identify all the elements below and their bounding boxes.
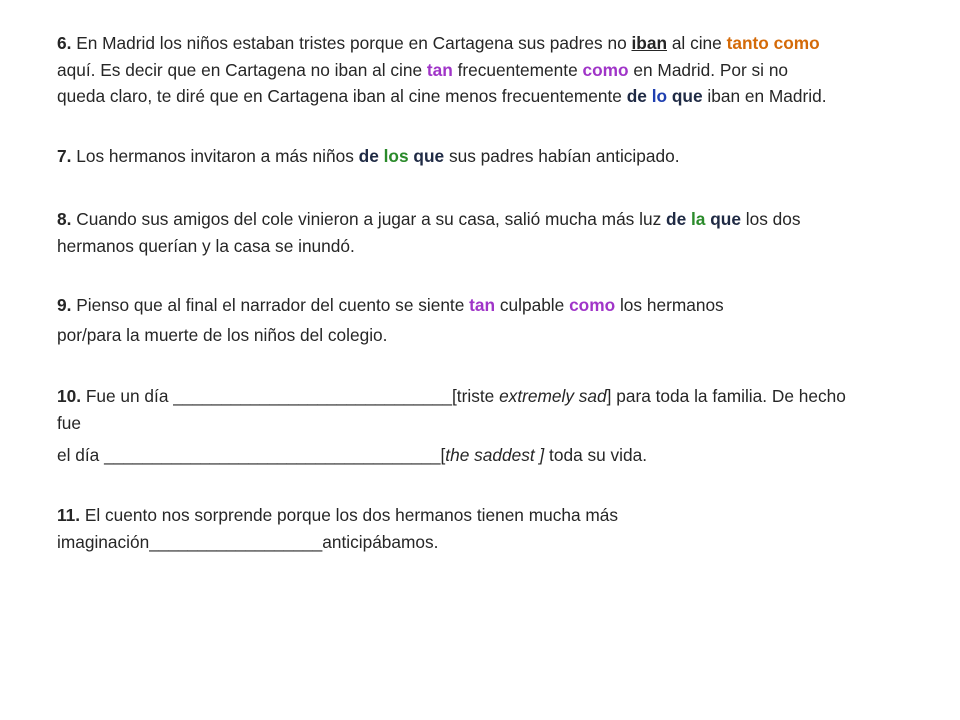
- question-8-line-1: [57, 206, 801, 233]
- text-segment: Cuando sus amigos del cole vinieron a jugar a su casa, salió mucha más luz: [71, 209, 667, 229]
- text-segment: los dos: [740, 209, 801, 229]
- keyword-tan: tan: [426, 59, 453, 80]
- text-segment: en Madrid. Por si no: [628, 59, 789, 80]
- question-number: 10.: [57, 386, 82, 406]
- question-number: 6.: [57, 33, 72, 53]
- question-6-line-2: [57, 57, 827, 84]
- question-6-line-3: [57, 83, 827, 110]
- question-9-line-1: [57, 292, 724, 319]
- question-10-line-3: [57, 442, 647, 469]
- text-segment: Fue un día: [81, 386, 174, 406]
- question-8: [57, 206, 801, 259]
- text-segment: el día: [57, 445, 105, 465]
- question-number: 7.: [57, 146, 72, 166]
- keyword-la: la: [691, 209, 706, 229]
- text-segment: El cuento nos sorprende porque los dos hermanos tienen mucha más: [80, 505, 619, 525]
- text-segment: imaginación: [57, 531, 150, 552]
- text-segment: frecuentemente: [452, 59, 583, 80]
- keyword-los: los: [383, 146, 409, 166]
- keyword-de: de: [666, 209, 687, 229]
- question-number: 9.: [57, 295, 72, 315]
- text-segment: los hermanos: [615, 295, 724, 315]
- hint-extremely-sad: extremely sad: [499, 386, 607, 406]
- keyword-que: que: [671, 86, 703, 106]
- question-6-line-1: [57, 30, 827, 57]
- keyword-que: que: [413, 146, 445, 166]
- keyword-de: de: [626, 86, 647, 106]
- question-9-line-2: por/para la muerte de los niños del colegio.: [57, 325, 388, 345]
- keyword-que: que: [710, 209, 741, 229]
- text-segment: En Madrid los niños estaban tristes porque en Cartagena sus padres no: [71, 33, 632, 53]
- question-7: [57, 143, 680, 170]
- keyword-como: como: [582, 59, 629, 80]
- question-6: [57, 30, 827, 110]
- text-segment: [triste: [452, 386, 500, 406]
- question-11: [57, 502, 618, 555]
- keyword-como: como: [569, 295, 616, 315]
- question-10-line-2: fue: [57, 412, 82, 433]
- keyword-lo: lo: [651, 86, 668, 106]
- keyword-tan: tan: [469, 295, 496, 315]
- question-number: 8.: [57, 209, 72, 229]
- text-segment: aquí. Es decir que en Cartagena no iban al cine: [57, 59, 427, 80]
- question-10-line-1: [57, 383, 846, 410]
- text-segment: iban en Madrid.: [702, 86, 827, 106]
- keyword-de: de: [358, 146, 379, 166]
- answer-blank[interactable]: __________________: [149, 531, 323, 552]
- question-9: [57, 292, 724, 319]
- text-segment: ] para toda la familia. De hecho: [606, 386, 846, 406]
- answer-blank[interactable]: ___________________________________: [104, 445, 441, 465]
- text-segment: culpable: [495, 295, 570, 315]
- text-segment: Pienso que al final el narrador del cuento se siente: [71, 295, 470, 315]
- text-segment: anticipábamos.: [322, 531, 439, 552]
- question-10-continued: [57, 442, 647, 469]
- question-7-line-1: [57, 143, 680, 170]
- text-segment: queda claro, te diré que en Cartagena iban al cine menos frecuentemente: [57, 86, 627, 106]
- question-11-line-2: [57, 529, 618, 556]
- text-segment: al cine: [667, 33, 727, 53]
- keyword-iban: iban: [631, 33, 668, 53]
- text-segment: sus padres habían anticipado.: [444, 146, 680, 166]
- hint-the-saddest: the saddest ]: [445, 445, 545, 465]
- question-10: [57, 383, 846, 436]
- question-8-line-2: hermanos querían y la casa se inundó.: [57, 235, 355, 256]
- text-segment: toda su vida.: [544, 445, 648, 465]
- question-number: 11.: [57, 505, 81, 525]
- question-11-line-1: [57, 502, 618, 529]
- answer-blank[interactable]: _____________________________: [173, 386, 452, 406]
- question-9-continued: [57, 322, 387, 349]
- keyword-tanto-como: tanto como: [726, 33, 820, 53]
- text-segment: [: [440, 445, 446, 465]
- text-segment: Los hermanos invitaron a más niños: [71, 146, 359, 166]
